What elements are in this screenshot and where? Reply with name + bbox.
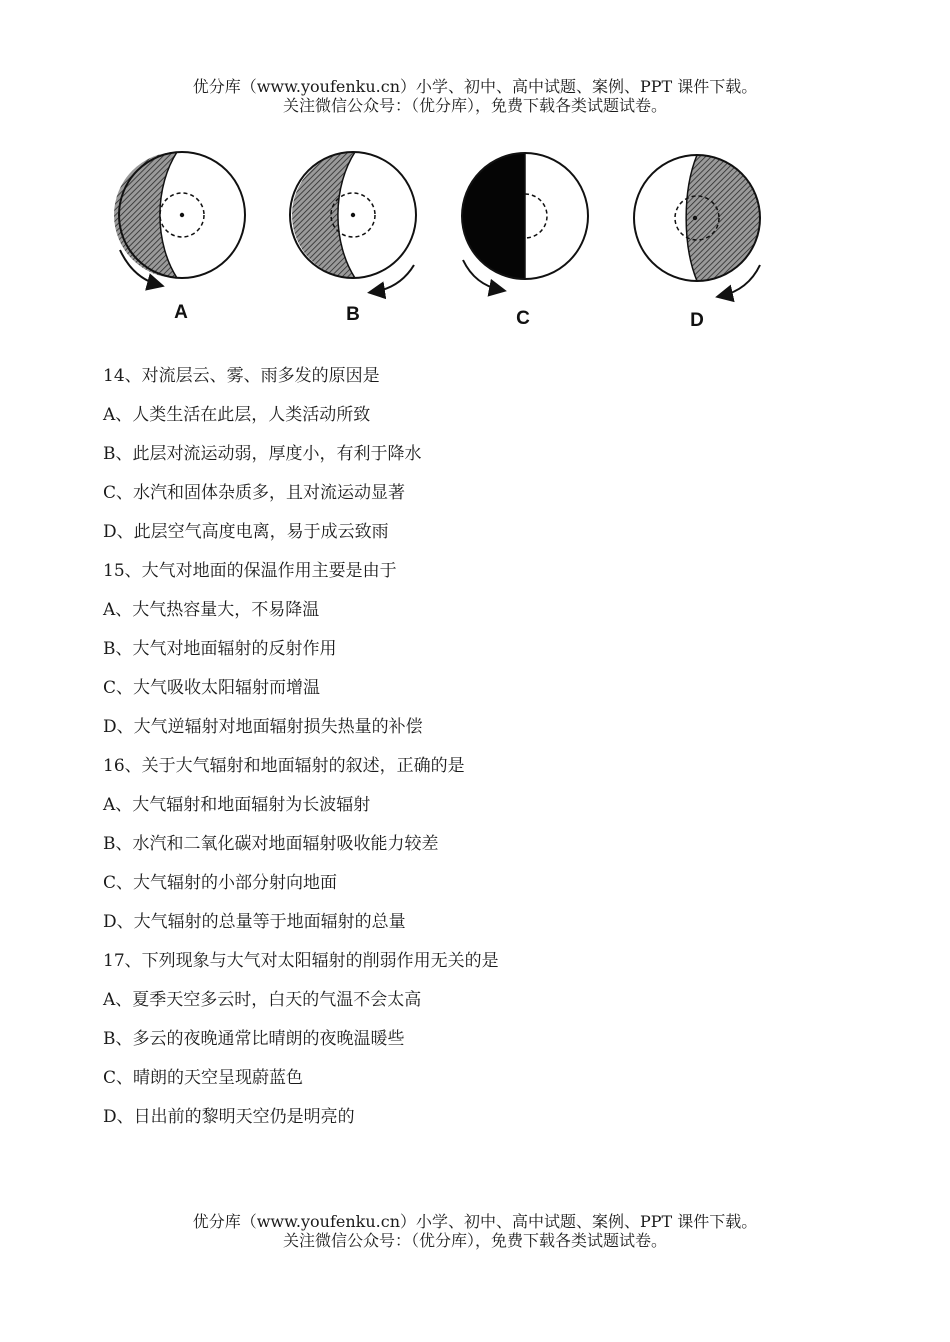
question-15-option-b: B、大气对地面辐射的反射作用 bbox=[103, 639, 337, 659]
label-a: A bbox=[174, 302, 188, 323]
footer-line-2: 关注微信公众号：（优分库），免费下载各类试题试卷。 bbox=[282, 1231, 667, 1250]
question-15-option-a: A、大气热容量大，不易降温 bbox=[103, 600, 320, 620]
question-15-stem: 15、大气对地面的保温作用主要是由于 bbox=[103, 561, 397, 581]
question-14-option-d: D、此层空气高度电离，易于成云致雨 bbox=[103, 522, 389, 542]
question-list bbox=[103, 364, 863, 1144]
question-17-option-d: D、日出前的黎明天空仍是明亮的 bbox=[103, 1107, 355, 1127]
header-line-2: 关注微信公众号：（优分库），免费下载各类试题试卷。 bbox=[282, 96, 667, 115]
globe-c bbox=[462, 153, 588, 329]
page-header bbox=[0, 77, 950, 115]
globe-d bbox=[634, 155, 760, 331]
question-16-option-b: B、水汽和二氧化碳对地面辐射吸收能力较差 bbox=[103, 834, 439, 854]
label-c: C bbox=[516, 308, 530, 329]
question-14-option-b: B、此层对流运动弱，厚度小，有利于降水 bbox=[103, 444, 422, 464]
question-16-option-d: D、大气辐射的总量等于地面辐射的总量 bbox=[103, 912, 406, 932]
globe-a bbox=[114, 152, 245, 323]
header-line-1: 优分库（www.youfenku.cn）小学、初中、高中试题、案例、PPT 课件下载。 bbox=[192, 77, 758, 96]
label-d: D bbox=[690, 310, 704, 331]
question-17-option-a: A、夏季天空多云时，白天的气温不会太高 bbox=[103, 990, 422, 1010]
earth-illumination-figure bbox=[105, 140, 785, 340]
page-footer bbox=[0, 1212, 950, 1250]
question-16-stem: 16、关于大气辐射和地面辐射的叙述，正确的是 bbox=[103, 756, 465, 776]
globe-b bbox=[290, 152, 416, 325]
footer-line-1: 优分库（www.youfenku.cn）小学、初中、高中试题、案例、PPT 课件下载。 bbox=[192, 1212, 758, 1231]
question-17-option-b: B、多云的夜晚通常比晴朗的夜晚温暖些 bbox=[103, 1029, 405, 1049]
question-15-option-d: D、大气逆辐射对地面辐射损失热量的补偿 bbox=[103, 717, 423, 737]
question-17-option-c: C、晴朗的天空呈现蔚蓝色 bbox=[103, 1068, 304, 1088]
label-b: B bbox=[346, 304, 360, 325]
question-15-option-c: C、大气吸收太阳辐射而增温 bbox=[103, 678, 321, 698]
question-16-option-a: A、大气辐射和地面辐射为长波辐射 bbox=[103, 795, 371, 815]
question-14-option-c: C、水汽和固体杂质多，且对流运动显著 bbox=[103, 483, 406, 503]
question-14-stem: 14、对流层云、雾、雨多发的原因是 bbox=[103, 366, 380, 386]
question-16-option-c: C、大气辐射的小部分射向地面 bbox=[103, 873, 338, 893]
question-14-option-a: A、人类生活在此层，人类活动所致 bbox=[103, 405, 371, 425]
question-17-stem: 17、下列现象与大气对太阳辐射的削弱作用无关的是 bbox=[103, 951, 499, 971]
